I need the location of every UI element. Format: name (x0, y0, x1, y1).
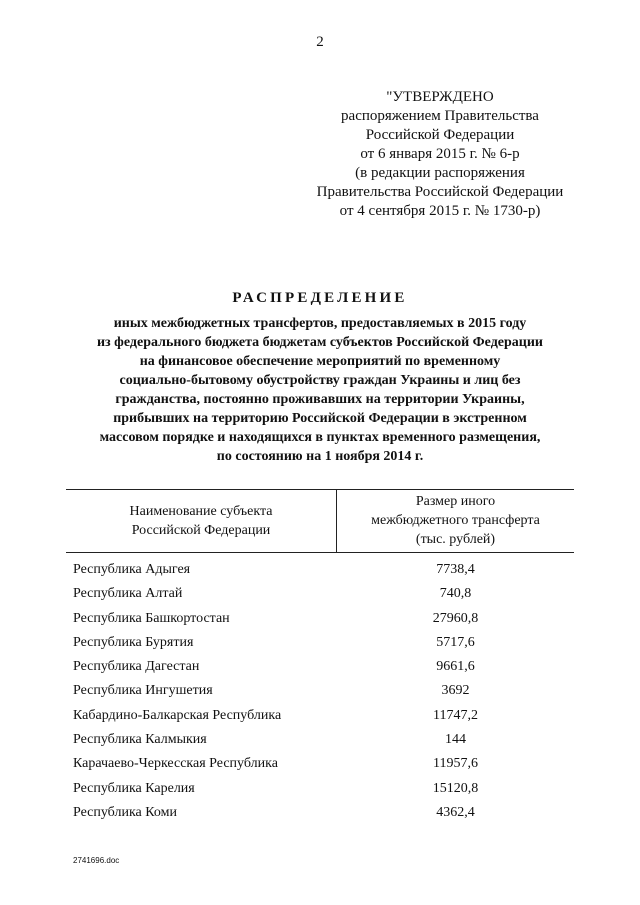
table-row (0, 803, 640, 827)
table-row (0, 657, 640, 681)
document-file-code: 2741696.doc (73, 856, 120, 865)
region-name: Республика Коми (73, 804, 177, 820)
document-title: РАСПРЕДЕЛЕНИЕ (232, 290, 408, 306)
column-header-line: Размер иного (415, 494, 496, 509)
column-header-line: (тыс. рублей) (415, 532, 496, 547)
transfer-amount: 5717,6 (436, 634, 475, 650)
transfer-amount: 7738,4 (436, 562, 475, 577)
approval-stamp (290, 88, 590, 221)
table-row (0, 609, 640, 633)
document-subtitle (40, 314, 600, 466)
transfer-amount: 144 (445, 732, 466, 748)
table-header-bottom-rule (66, 552, 574, 553)
table-top-rule (66, 489, 574, 490)
transfer-amount: 740,8 (439, 586, 472, 602)
transfer-amount: 4362,4 (436, 804, 475, 820)
subtitle-line: массовом порядке и находящихся в пунктах временного размещения, (99, 430, 541, 445)
column-header-line: Российской Федерации (131, 523, 271, 538)
subtitle-line: по состоянию на 1 ноября 2014 г. (216, 449, 424, 464)
transfer-amount: 27960,8 (432, 610, 479, 626)
table-row (0, 730, 640, 754)
transfer-amount: 15120,8 (432, 780, 479, 796)
transfer-amount: 3692 (441, 683, 470, 699)
region-name: Республика Карелия (73, 780, 195, 796)
region-name: Республика Калмыкия (73, 732, 207, 748)
approval-line: Правительства Российской Федерации (316, 184, 564, 200)
region-name: Карачаево-Черкесская Республика (73, 756, 278, 772)
table-row (0, 681, 640, 705)
page-number: 2 (316, 34, 324, 50)
region-name: Кабардино-Балкарская Республика (73, 707, 282, 723)
transfer-amount: 11957,6 (433, 756, 478, 772)
region-name: Республика Ингушетия (73, 683, 213, 699)
approval-line: от 6 января 2015 г. № 6-р (360, 146, 520, 162)
approval-line: (в редакции распоряжения (355, 165, 525, 181)
subtitle-line: на финансовое обеспечение мероприятий по временному (139, 354, 501, 369)
subtitle-line: социально-бытовому обустройству граждан Украины и лиц без (119, 373, 521, 388)
table-row (0, 560, 640, 584)
subtitle-line: гражданства, постоянно проживавших на территории Украины, (115, 392, 525, 407)
transfer-amount: 9661,6 (436, 659, 475, 675)
subtitle-line: прибывших на территорию Российской Федерации в экстренном (113, 411, 527, 426)
column-header-line: межбюджетного трансферта (371, 513, 540, 528)
column-header-region-name (66, 502, 336, 540)
region-name: Республика Алтай (73, 586, 183, 602)
approval-line: от 4 сентября 2015 г. № 1730-р) (339, 203, 541, 219)
region-name: Республика Адыгея (73, 562, 191, 577)
column-header-transfer-amount (337, 492, 574, 549)
table-row (0, 633, 640, 657)
table-body (0, 560, 640, 827)
region-name: Республика Башкортостан (73, 610, 230, 626)
region-name: Республика Дагестан (73, 659, 200, 675)
region-name: Республика Бурятия (73, 634, 194, 650)
approval-line: "УТВЕРЖДЕНО (386, 89, 494, 105)
transfer-amount: 11747,2 (433, 707, 478, 723)
table-row (0, 779, 640, 803)
table-row (0, 754, 640, 778)
approval-line: распоряжением Правительства (341, 108, 539, 124)
column-header-line: Наименование субъекта (129, 504, 273, 519)
subtitle-line: иных межбюджетных трансфертов, предоставляемых в 2015 году (113, 316, 527, 331)
subtitle-line: из федерального бюджета бюджетам субъектов Российской Федерации (96, 335, 543, 350)
table-row (0, 584, 640, 608)
approval-line: Российской Федерации (365, 127, 515, 143)
table-row (0, 706, 640, 730)
